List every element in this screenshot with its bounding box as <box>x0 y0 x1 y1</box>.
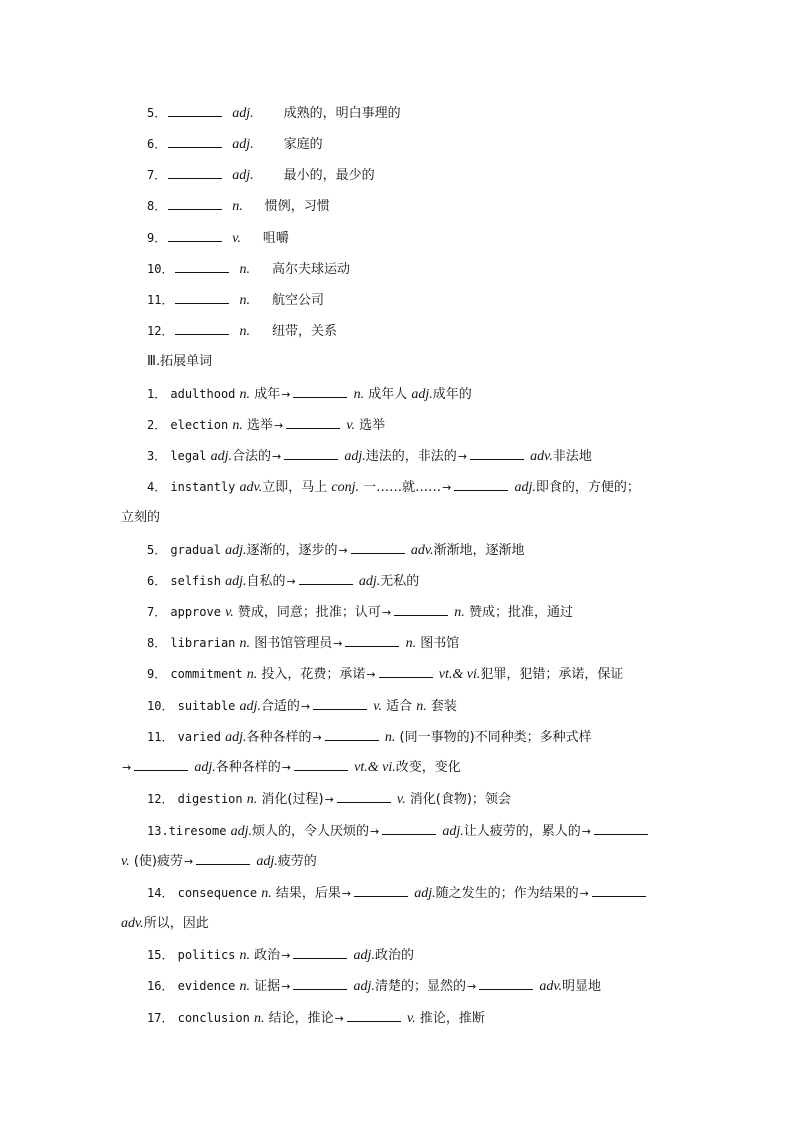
answer-blank[interactable] <box>293 977 347 990</box>
answer-blank[interactable] <box>294 758 348 771</box>
answer-blank[interactable] <box>284 447 338 460</box>
answer-blank[interactable] <box>354 884 408 897</box>
answer-blank[interactable] <box>168 197 222 210</box>
answer-blank[interactable] <box>592 884 646 897</box>
arrow-icon: → <box>370 825 380 838</box>
extend-item-3: 3． legal adj.合法的→ adj.违法的，非法的→ adv.非法地 <box>147 449 592 464</box>
answer-blank[interactable] <box>175 260 229 273</box>
extend-item-16: 16． evidence n. 证据→ adj.清楚的；显然的→ adv.明显地 <box>147 979 602 994</box>
arrow-icon: → <box>341 887 352 900</box>
extend-item-17: 17． conclusion n. 结论，推论→ v. 推论，推断 <box>147 1011 485 1026</box>
arrow-icon: → <box>366 668 376 681</box>
vocab-item: 10． n. 高尔夫球运动 <box>147 262 350 277</box>
extend-item-6: 6． selfish adj.自私的→ adj.无私的 <box>147 574 420 589</box>
vocab-item: 11． n. 航空公司 <box>147 293 324 308</box>
arrow-icon: → <box>281 980 291 993</box>
answer-blank[interactable] <box>382 822 436 835</box>
answer-blank[interactable] <box>394 603 448 616</box>
answer-blank[interactable] <box>594 822 648 835</box>
arrow-icon: → <box>579 887 589 900</box>
arrow-icon: → <box>281 949 291 962</box>
extend-item-11: 11． varied adj.各种各样的→ n. (同一事物的)不同种类；多种式样 <box>147 730 592 745</box>
answer-blank[interactable] <box>479 977 533 990</box>
vocab-item: 8． n. 惯例，习惯 <box>147 199 330 214</box>
arrow-icon: → <box>338 544 348 557</box>
answer-blank[interactable] <box>347 1009 401 1022</box>
answer-blank[interactable] <box>313 697 367 710</box>
extend-item-13: 13.tiresome adj.烦人的，令人厌烦的→ adj.让人疲劳的，累人的→ <box>121 821 707 842</box>
arrow-icon: → <box>122 761 132 774</box>
arrow-icon: → <box>281 388 291 401</box>
extend-item-7: 7． approve v. 赞成，同意；批准；认可→ n. 赞成；批准，通过 <box>147 605 573 620</box>
answer-blank[interactable] <box>293 385 347 398</box>
extend-item-13-cont: v. (使)疲劳→ adj.疲劳的 <box>121 854 317 869</box>
answer-blank[interactable] <box>470 447 524 460</box>
arrow-icon: → <box>300 700 311 713</box>
arrow-icon: → <box>281 761 291 774</box>
vocab-item: 7． adj. 最小的，最少的 <box>147 168 375 183</box>
answer-blank[interactable] <box>134 758 188 771</box>
extend-item-10: 10． suitable adj.合适的→ v. 适合 n. 套装 <box>147 699 457 714</box>
arrow-icon: → <box>273 419 284 432</box>
vocab-item: 5． adj. 成熟的，明白事理的 <box>147 106 401 121</box>
extend-item-4-cont: 立刻的 <box>121 510 161 525</box>
extend-item-15: 15． politics n. 政治→ adj.政治的 <box>147 948 414 963</box>
extend-item-14-cont: adv.所以，因此 <box>121 916 209 931</box>
answer-blank[interactable] <box>293 946 347 959</box>
answer-blank[interactable] <box>286 416 340 429</box>
answer-blank[interactable] <box>196 852 250 865</box>
section-heading: Ⅲ.拓展单词 <box>147 354 213 369</box>
extend-item-9: 9． commitment n. 投入，花费；承诺→ vt.& vi.犯罪，犯错；承诺，保证 <box>147 667 624 682</box>
arrow-icon: → <box>312 731 322 744</box>
answer-blank[interactable] <box>345 634 399 647</box>
answer-blank[interactable] <box>454 478 508 491</box>
vocab-item: 6． adj. 家庭的 <box>147 137 323 152</box>
arrow-icon: → <box>286 575 296 588</box>
answer-blank[interactable] <box>168 166 222 179</box>
arrow-icon: → <box>466 980 477 993</box>
arrow-icon: → <box>581 825 592 838</box>
extend-item-4: 4． instantly adv.立即，马上 conj. 一……就……→ adj.即食的，方便的； <box>147 480 640 495</box>
answer-blank[interactable] <box>175 291 229 304</box>
answer-blank[interactable] <box>379 665 433 678</box>
answer-blank[interactable] <box>168 104 222 117</box>
answer-blank[interactable] <box>299 572 353 585</box>
answer-blank[interactable] <box>175 322 229 335</box>
extend-item-12: 12． digestion n. 消化(过程)→ v. 消化(食物)；领会 <box>147 792 511 807</box>
extend-item-1: 1． adulthood n. 成年→ n. 成年人 adj.成年的 <box>147 387 472 402</box>
extend-item-8: 8． librarian n. 图书馆管理员→ n. 图书馆 <box>147 636 460 651</box>
arrow-icon: → <box>381 606 392 619</box>
vocab-item: 12． n. 纽带，关系 <box>147 324 337 339</box>
extend-item-11-cont: → adj.各种各样的→ vt.& vi.改变，变化 <box>122 760 461 775</box>
arrow-icon: → <box>272 450 282 463</box>
arrow-icon: → <box>457 450 468 463</box>
answer-blank[interactable] <box>168 135 222 148</box>
answer-blank[interactable] <box>325 728 379 741</box>
arrow-icon: → <box>324 793 334 806</box>
answer-blank[interactable] <box>168 229 222 242</box>
extend-item-5: 5． gradual adj.逐渐的，逐步的→ adv.渐渐地，逐渐地 <box>147 543 525 558</box>
arrow-icon: → <box>442 481 452 494</box>
arrow-icon: → <box>183 855 194 868</box>
extend-item-14: 14． consequence n. 结果，后果→ adj.随之发生的；作为结果的→ <box>121 883 707 904</box>
answer-blank[interactable] <box>337 790 391 803</box>
vocab-item: 9． v. 咀嚼 <box>147 231 289 246</box>
arrow-icon: → <box>334 1012 344 1025</box>
answer-blank[interactable] <box>351 541 405 554</box>
extend-item-2: 2． election n. 选举→ v. 选举 <box>147 418 386 433</box>
arrow-icon: → <box>333 637 343 650</box>
